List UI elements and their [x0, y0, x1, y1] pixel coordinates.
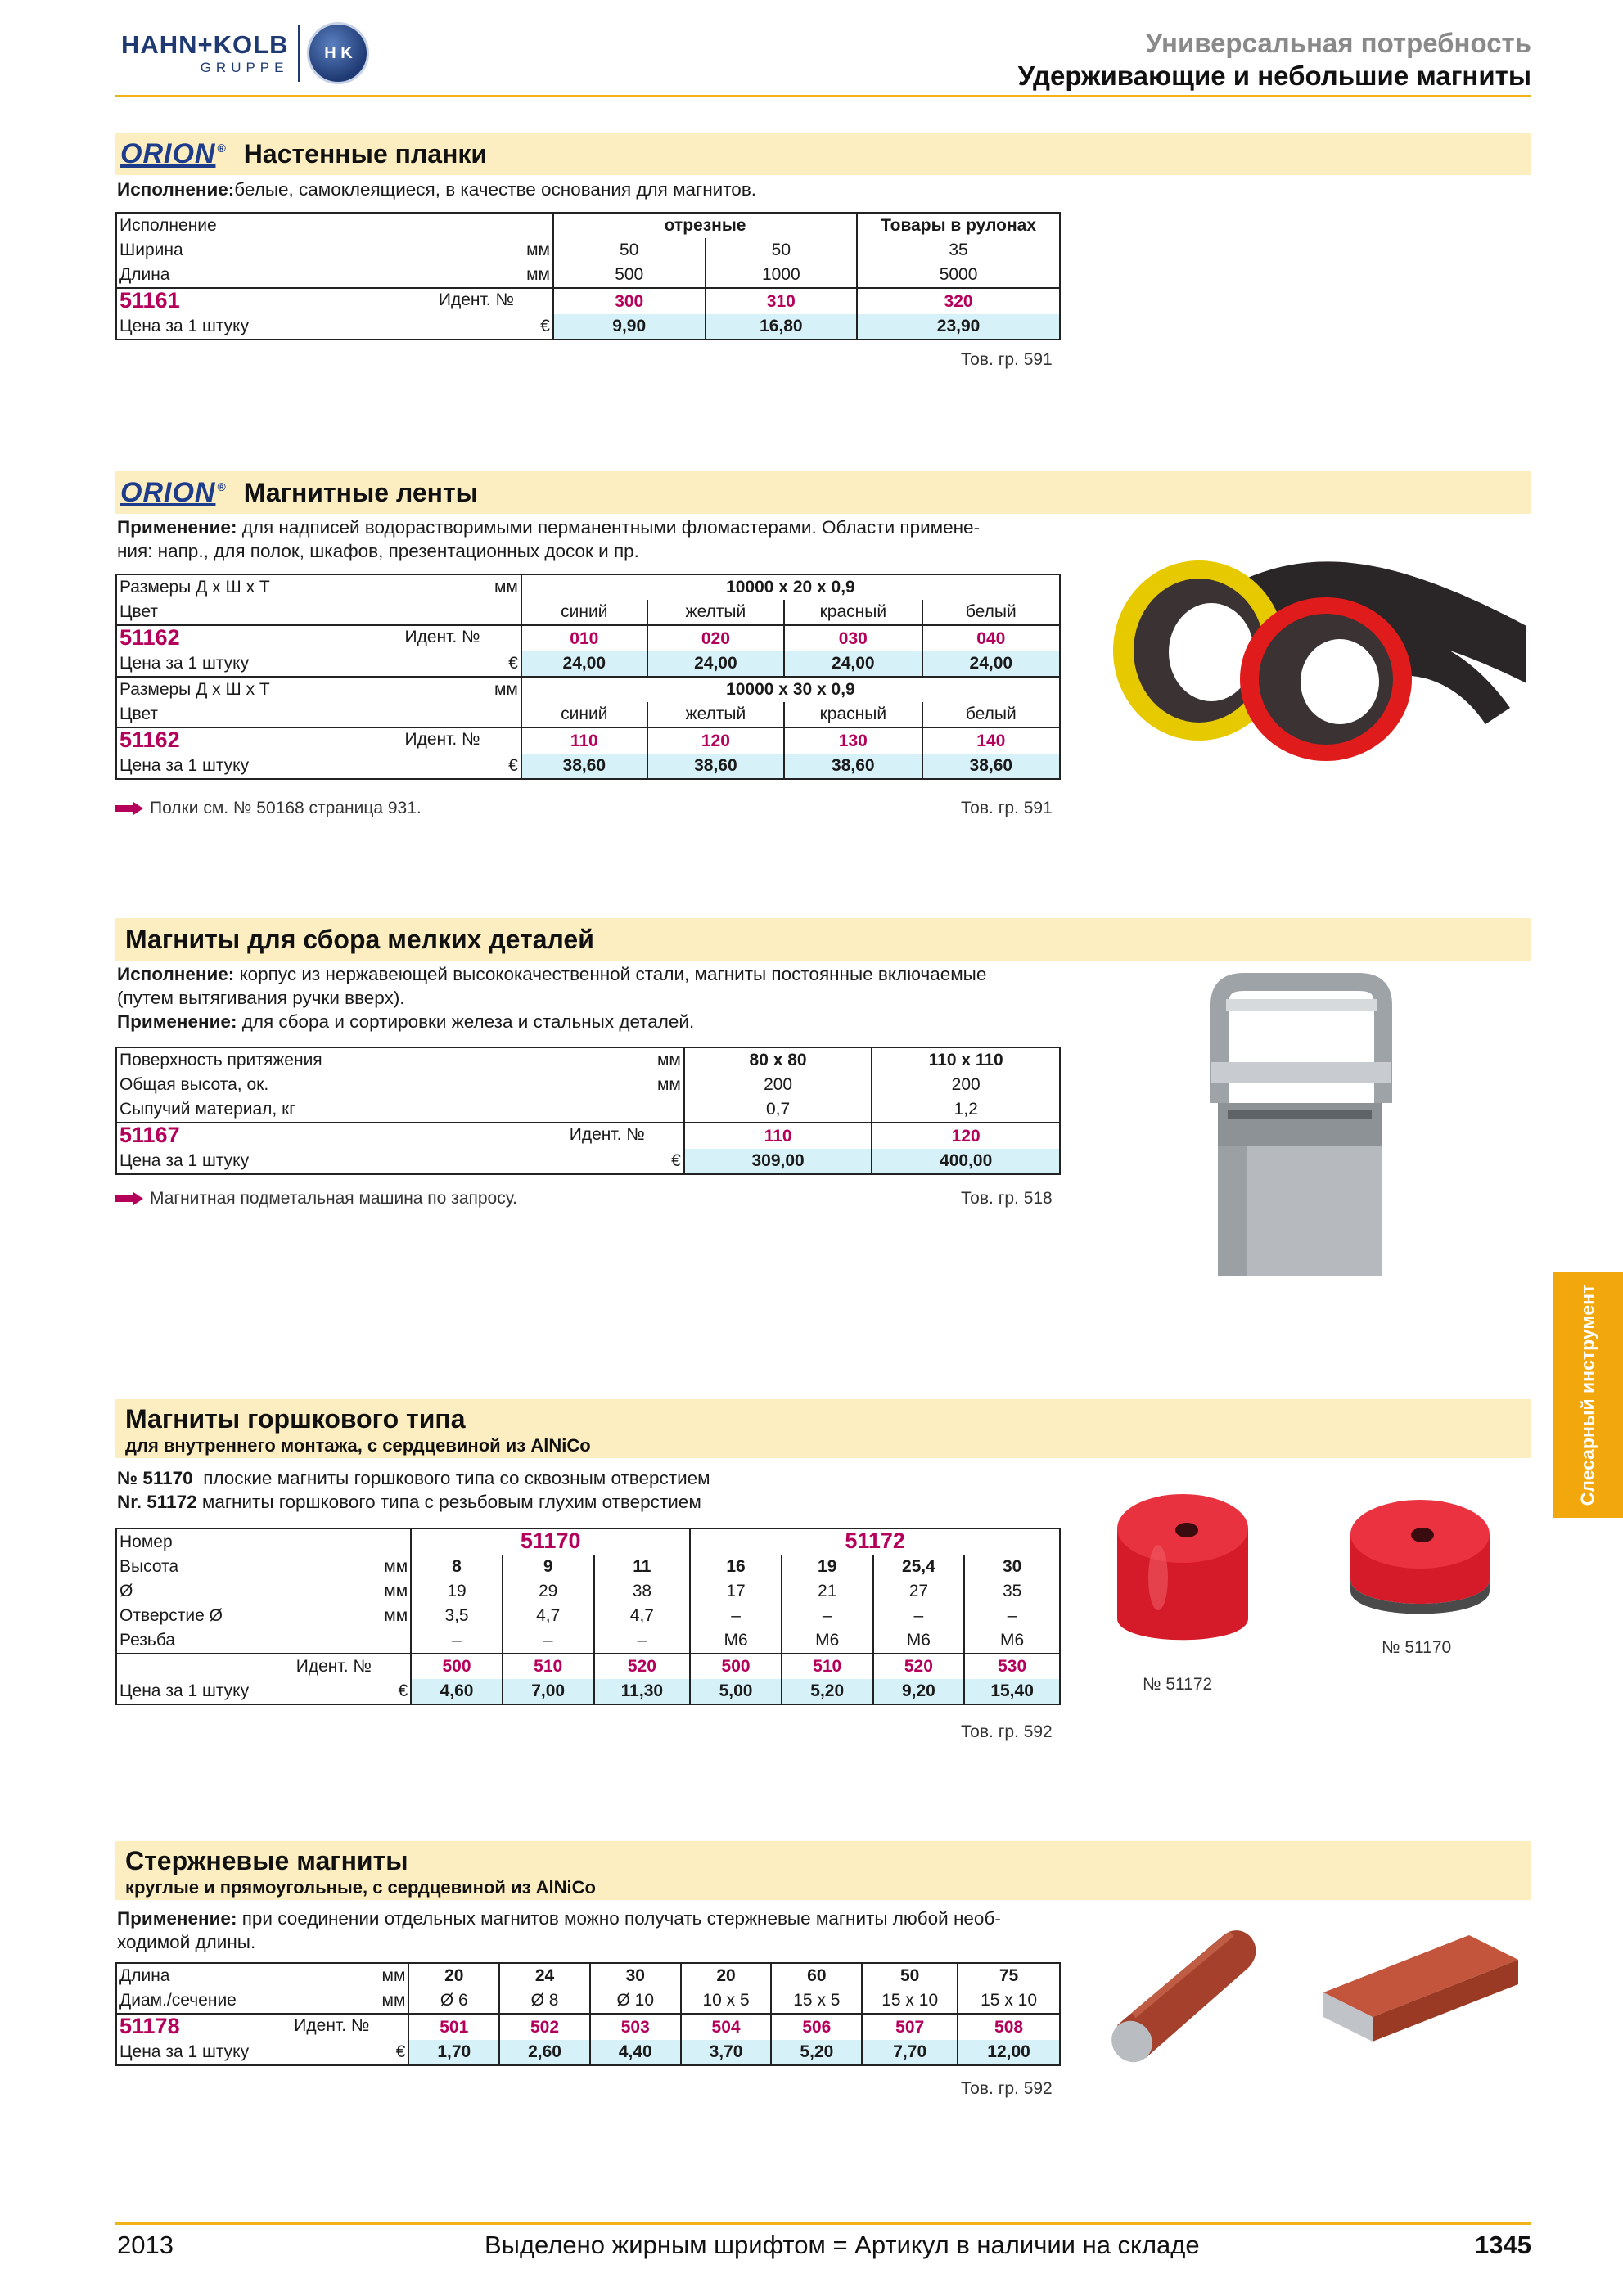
cell: 50	[862, 1963, 958, 1988]
cell: 38	[594, 1579, 691, 1604]
cell: 110 x 110	[872, 1047, 1060, 1073]
price-label: Цена за 1 штуку	[116, 1149, 647, 1174]
ident-code[interactable]: 300	[553, 288, 706, 314]
desc-text: корпус из нержавеющей высококачественной стали, магниты постоянные включаемые	[239, 964, 987, 984]
cell: 75	[958, 1963, 1060, 1988]
chapter-side-tab[interactable]	[1553, 1272, 1623, 1518]
price-cell: 4,40	[590, 2040, 681, 2065]
cell: 35	[964, 1579, 1060, 1604]
ident-code[interactable]: 130	[784, 727, 922, 754]
cell: –	[873, 1604, 965, 1628]
price-cell: 5,00	[690, 1679, 782, 1704]
price-cell: 24,00	[521, 651, 647, 677]
cell: 9	[503, 1555, 594, 1579]
cell: 15 x 10	[958, 1988, 1060, 2014]
section-bar-bar-magnets	[115, 1841, 1531, 1900]
unit: мм	[647, 1047, 684, 1073]
ident-code[interactable]: 507	[862, 2014, 958, 2040]
logo-mark-text: H K	[324, 43, 353, 62]
row-label: Исполнение	[116, 213, 516, 238]
article-number[interactable]: 51162	[119, 625, 180, 650]
pot-magnet-51172-image	[1109, 1479, 1256, 1668]
round-bar-magnet-image	[1101, 1919, 1265, 2066]
desc-text: для сбора и сортировки железа и стальных деталей.	[241, 1011, 695, 1032]
cell: 10 x 5	[681, 1988, 772, 2014]
cell: –	[690, 1604, 782, 1628]
unit: мм	[483, 574, 521, 600]
cell: –	[503, 1628, 594, 1654]
desc-label: Применение:	[117, 517, 237, 538]
hk-logo-icon	[307, 22, 369, 84]
request-note	[115, 1189, 517, 1209]
cell: желтый	[647, 702, 784, 727]
cell: M6	[873, 1628, 965, 1654]
desc-text: (путем вытягивания ручки вверх).	[117, 988, 405, 1008]
cell: 27	[873, 1579, 965, 1604]
row-label: Цвет	[116, 702, 483, 727]
article-number[interactable]: 51170	[520, 1528, 581, 1553]
section-bar-parts-magnets	[115, 918, 1531, 961]
price-cell: 16,80	[706, 314, 858, 340]
section-subtitle: для внутреннего монтажа, с сердцевиной из AlNiCo	[125, 1435, 591, 1456]
note-text: Магнитная подметальная машина по запросу.	[150, 1189, 517, 1208]
price-cell: 5,20	[771, 2040, 862, 2065]
ident-label: Идент. №	[116, 1654, 374, 1679]
cell: желтый	[647, 600, 784, 625]
price-cell: 3,70	[681, 2040, 772, 2065]
cell: 200	[872, 1073, 1060, 1097]
cell: 5000	[857, 263, 1060, 288]
price-label: Цена за 1 штуку	[116, 314, 516, 340]
article-number[interactable]: 51178	[119, 2014, 180, 2038]
product-group: Тов. гр. 592	[961, 2079, 1053, 2098]
side-tab-label: Слесарный инструмент	[1576, 1284, 1598, 1506]
price-label: Цена за 1 штуку	[116, 651, 483, 677]
arrow-right-icon	[115, 1192, 143, 1205]
cross-reference-note[interactable]	[115, 799, 422, 818]
product-group: Тов. гр. 591	[961, 350, 1053, 369]
ident-label: Идент. №	[438, 290, 514, 309]
section-title: Настенные планки	[243, 138, 488, 169]
ident-code[interactable]: 040	[922, 625, 1060, 651]
cell: 11	[594, 1555, 691, 1579]
currency: €	[516, 314, 553, 340]
ident-code[interactable]: 310	[706, 288, 858, 314]
parts-collector-magnet-image	[1195, 972, 1408, 1283]
row-label: Номер	[116, 1528, 374, 1555]
ident-code[interactable]: 502	[499, 2014, 590, 2040]
cell: белый	[922, 702, 1060, 727]
page-number: 1345	[1475, 2231, 1531, 2259]
header-category: Универсальная потребность	[1145, 28, 1531, 58]
footer-year: 2013	[117, 2231, 174, 2259]
parts-magnets-table	[115, 1047, 1061, 1175]
row-label: Диам./сечение	[116, 1988, 372, 2014]
section-subtitle: круглые и прямоугольные, с сердцевиной из AlNiCo	[125, 1877, 596, 1898]
price-label: Цена за 1 штуку	[116, 754, 483, 779]
currency: €	[483, 651, 521, 677]
unit: мм	[516, 238, 553, 263]
group-header: Товары в рулонах	[857, 213, 1060, 238]
price-label: Цена за 1 штуку	[116, 2040, 372, 2065]
header-rule	[115, 95, 1531, 97]
cell: 15 x 10	[862, 1988, 958, 2014]
ident-code[interactable]: 510	[782, 1654, 873, 1679]
price-cell: 5,20	[782, 1679, 873, 1704]
magnetic-tapes-table	[115, 574, 1061, 780]
article-number[interactable]: 51162	[119, 727, 180, 752]
ident-label: Идент. №	[294, 2016, 370, 2035]
price-cell: 38,60	[784, 754, 922, 779]
section-description	[117, 962, 1066, 1033]
group-header: отрезные	[553, 213, 857, 238]
ident-label: Идент. №	[404, 628, 480, 646]
arrow-right-icon	[115, 802, 143, 815]
ident-code[interactable]: 508	[958, 2014, 1060, 2040]
unit: мм	[374, 1604, 411, 1628]
cell: синий	[521, 600, 647, 625]
ident-code[interactable]: 320	[857, 288, 1060, 314]
cell: 35	[857, 238, 1060, 263]
section-bar-wall-strips: ORION ® Настенные планки	[115, 133, 1531, 175]
cell: 17	[690, 1579, 782, 1604]
pot-magnets-table	[115, 1528, 1061, 1705]
cell: 1000	[706, 263, 858, 288]
cell: 4,7	[503, 1604, 594, 1628]
footer-legend: Выделено жирным шрифтом = Артикул в наличии на складе	[485, 2231, 1200, 2259]
cell: Ø 10	[590, 1988, 681, 2014]
unit: мм	[516, 263, 553, 288]
ident-code[interactable]: 500	[690, 1654, 782, 1679]
cell: 19	[782, 1555, 873, 1579]
desc-text: ния: напр., для полок, шкафов, презентационных досок и пр.	[117, 541, 639, 561]
ident-code[interactable]: 510	[503, 1654, 594, 1679]
orion-brand-logo: ORION	[120, 137, 216, 169]
row-label: Длина	[116, 1963, 372, 1988]
price-cell: 309,00	[684, 1149, 872, 1174]
price-label: Цена за 1 штуку	[116, 1679, 374, 1704]
price-cell: 38,60	[647, 754, 784, 779]
wall-strips-table	[115, 212, 1061, 340]
cell: красный	[784, 600, 922, 625]
row-label: Высота	[116, 1555, 374, 1579]
pot-magnet-51170-image	[1342, 1489, 1498, 1620]
section-title: Магниты горшкового типа	[125, 1404, 466, 1434]
price-cell: 9,20	[873, 1679, 965, 1704]
row-label: Размеры Д х Ш х Т	[116, 574, 483, 600]
row-label: Длина	[116, 263, 516, 288]
price-cell: 38,60	[521, 754, 647, 779]
size-header: 10000 x 30 x 0,9	[521, 677, 1060, 702]
ident-code[interactable]: 110	[684, 1123, 872, 1149]
cell: –	[594, 1628, 691, 1654]
price-cell: 1,70	[408, 2040, 499, 2065]
product-group: Тов. гр. 518	[961, 1189, 1053, 1208]
currency: €	[647, 1149, 684, 1174]
bar-magnets-table	[115, 1962, 1061, 2066]
header-subcategory: Удерживающие и небольшие магниты	[1017, 61, 1531, 91]
cell: M6	[782, 1628, 873, 1654]
ident-code[interactable]: 520	[873, 1654, 965, 1679]
desc-label: Исполнение:	[117, 964, 235, 984]
cell: 30	[590, 1963, 681, 1988]
price-cell: 38,60	[922, 754, 1060, 779]
cell: Ø 6	[408, 1988, 499, 2014]
desc-label: Исполнение:	[117, 179, 235, 200]
price-cell: 12,00	[958, 2040, 1060, 2065]
row-label: Размеры Д х Ш х Т	[116, 677, 483, 702]
row-label: Сыпучий материал, кг	[116, 1097, 647, 1123]
cell: –	[964, 1604, 1060, 1628]
row-label: Поверхность притяжения	[116, 1047, 647, 1073]
currency: €	[372, 2040, 408, 2065]
price-cell: 24,00	[647, 651, 784, 677]
row-label: Ø	[116, 1579, 374, 1604]
note-text: Полки см. № 50168 страница 931.	[150, 799, 422, 817]
size-header: 10000 x 20 x 0,9	[521, 574, 1060, 600]
unit: мм	[372, 1988, 408, 2014]
desc-text: магниты горшкового типа с резьбовым глухим отверстием	[201, 1492, 701, 1512]
desc-text: для надписей водорастворимыми перманентными фломастерами. Области примене-	[241, 517, 981, 538]
ident-code[interactable]: 520	[594, 1654, 691, 1679]
desc-text: ходимой длины.	[117, 1932, 256, 1952]
cell: 50	[553, 238, 706, 263]
section-title: Стержневые магниты	[125, 1846, 408, 1875]
article-number[interactable]: 51172	[845, 1528, 905, 1553]
brand-subtitle: GRUPPE	[200, 60, 289, 75]
section-bar-magnetic-tapes: ORION ® Магнитные ленты	[115, 471, 1531, 514]
price-cell: 4,60	[411, 1679, 503, 1704]
company-logo	[121, 18, 369, 88]
ident-code[interactable]: 530	[964, 1654, 1060, 1679]
price-cell: 9,90	[553, 314, 706, 340]
ident-code[interactable]: 010	[521, 625, 647, 651]
ident-code[interactable]: 030	[784, 625, 922, 651]
brand-name: HAHN+KOLB	[121, 30, 289, 59]
cell: M6	[964, 1628, 1060, 1654]
cell: 24	[499, 1963, 590, 1988]
row-label: Резьба	[116, 1628, 374, 1654]
row-label: Цвет	[116, 600, 483, 625]
ident-code[interactable]: 503	[590, 2014, 681, 2040]
cell: –	[411, 1628, 503, 1654]
ident-code[interactable]: 506	[771, 2014, 862, 2040]
cell: 29	[503, 1579, 594, 1604]
cell: белый	[922, 600, 1060, 625]
currency: €	[483, 754, 521, 779]
article-number[interactable]: 51167	[119, 1123, 180, 1147]
price-cell: 15,40	[964, 1679, 1060, 1704]
row-label: Отверстие Ø	[116, 1604, 374, 1628]
section-title: Магниты для сбора мелких деталей	[125, 924, 594, 954]
cell: 20	[681, 1963, 772, 1988]
section-bar-pot-magnets	[115, 1399, 1531, 1458]
currency: €	[374, 1679, 411, 1704]
unit: мм	[374, 1555, 411, 1579]
ident-code[interactable]: 120	[872, 1123, 1060, 1149]
rectangular-bar-magnet-image	[1314, 1927, 1526, 2050]
cell: 21	[782, 1579, 873, 1604]
cell: 30	[964, 1555, 1060, 1579]
desc-label: № 51170	[117, 1468, 193, 1488]
desc-text: белые, самоклеящиеся, в качестве основания для магнитов.	[234, 179, 757, 200]
cell: 500	[553, 263, 706, 288]
cell: 20	[408, 1963, 499, 1988]
cell: 50	[706, 238, 858, 263]
price-cell: 7,70	[862, 2040, 958, 2065]
ident-code[interactable]: 110	[521, 727, 647, 754]
row-label: Общая высота, ок.	[116, 1073, 647, 1097]
cell: M6	[690, 1628, 782, 1654]
price-cell: 400,00	[872, 1149, 1060, 1174]
cell: 19	[411, 1579, 503, 1604]
price-cell: 7,00	[503, 1679, 594, 1704]
desc-text: плоские магниты горшкового типа со сквозным отверстием	[203, 1468, 710, 1488]
cell: красный	[784, 702, 922, 727]
cell: 80 x 80	[684, 1047, 872, 1073]
cell: 15 x 5	[771, 1988, 862, 2014]
desc-text: при соединении отдельных магнитов можно получать стержневые магниты любой необ-	[241, 1908, 1001, 1929]
price-cell: 2,60	[499, 2040, 590, 2065]
cell: 25,4	[873, 1555, 965, 1579]
ident-code[interactable]: 500	[411, 1654, 503, 1679]
desc-label: Применение:	[117, 1908, 237, 1929]
ident-code[interactable]: 501	[408, 2014, 499, 2040]
magnetic-tape-rolls-image	[1101, 528, 1535, 765]
footer-rule	[115, 2222, 1531, 2225]
image-caption: № 51172	[1143, 1675, 1213, 1694]
ident-label: Идент. №	[569, 1125, 645, 1144]
row-label: Ширина	[116, 238, 516, 263]
article-number[interactable]: 51161	[119, 288, 180, 313]
ident-code[interactable]: 504	[681, 2014, 772, 2040]
cell: 3,5	[411, 1604, 503, 1628]
unit: мм	[372, 1963, 408, 1988]
ident-code[interactable]: 020	[647, 625, 784, 651]
price-cell: 23,90	[857, 314, 1060, 340]
cell: 8	[411, 1555, 503, 1579]
cell: Ø 8	[499, 1988, 590, 2014]
product-group: Тов. гр. 591	[961, 799, 1053, 817]
cell: 60	[771, 1963, 862, 1988]
cell: –	[782, 1604, 873, 1628]
cell: 4,7	[594, 1604, 691, 1628]
section-description	[117, 1907, 1066, 1954]
ident-code[interactable]: 120	[647, 727, 784, 754]
unit: мм	[647, 1073, 684, 1097]
desc-label: Nr. 51172	[117, 1492, 197, 1512]
section-description	[117, 1466, 710, 1514]
price-cell: 24,00	[784, 651, 922, 677]
section-description	[117, 178, 756, 201]
cell: 0,7	[684, 1097, 872, 1123]
cell: 200	[684, 1073, 872, 1097]
orion-brand-logo: ORION	[120, 476, 216, 508]
section-title: Магнитные ленты	[243, 477, 478, 507]
cell: 16	[690, 1555, 782, 1579]
ident-code[interactable]: 140	[922, 727, 1060, 754]
ident-label: Идент. №	[404, 730, 480, 749]
unit: мм	[483, 677, 521, 702]
price-cell: 24,00	[922, 651, 1060, 677]
image-caption: № 51170	[1382, 1638, 1452, 1657]
cell: 1,2	[872, 1097, 1060, 1123]
unit: мм	[374, 1579, 411, 1604]
cell: синий	[521, 702, 647, 727]
desc-label: Применение:	[117, 1011, 237, 1032]
product-group: Тов. гр. 592	[961, 1722, 1053, 1741]
section-description	[117, 515, 1066, 563]
price-cell: 11,30	[594, 1679, 691, 1704]
